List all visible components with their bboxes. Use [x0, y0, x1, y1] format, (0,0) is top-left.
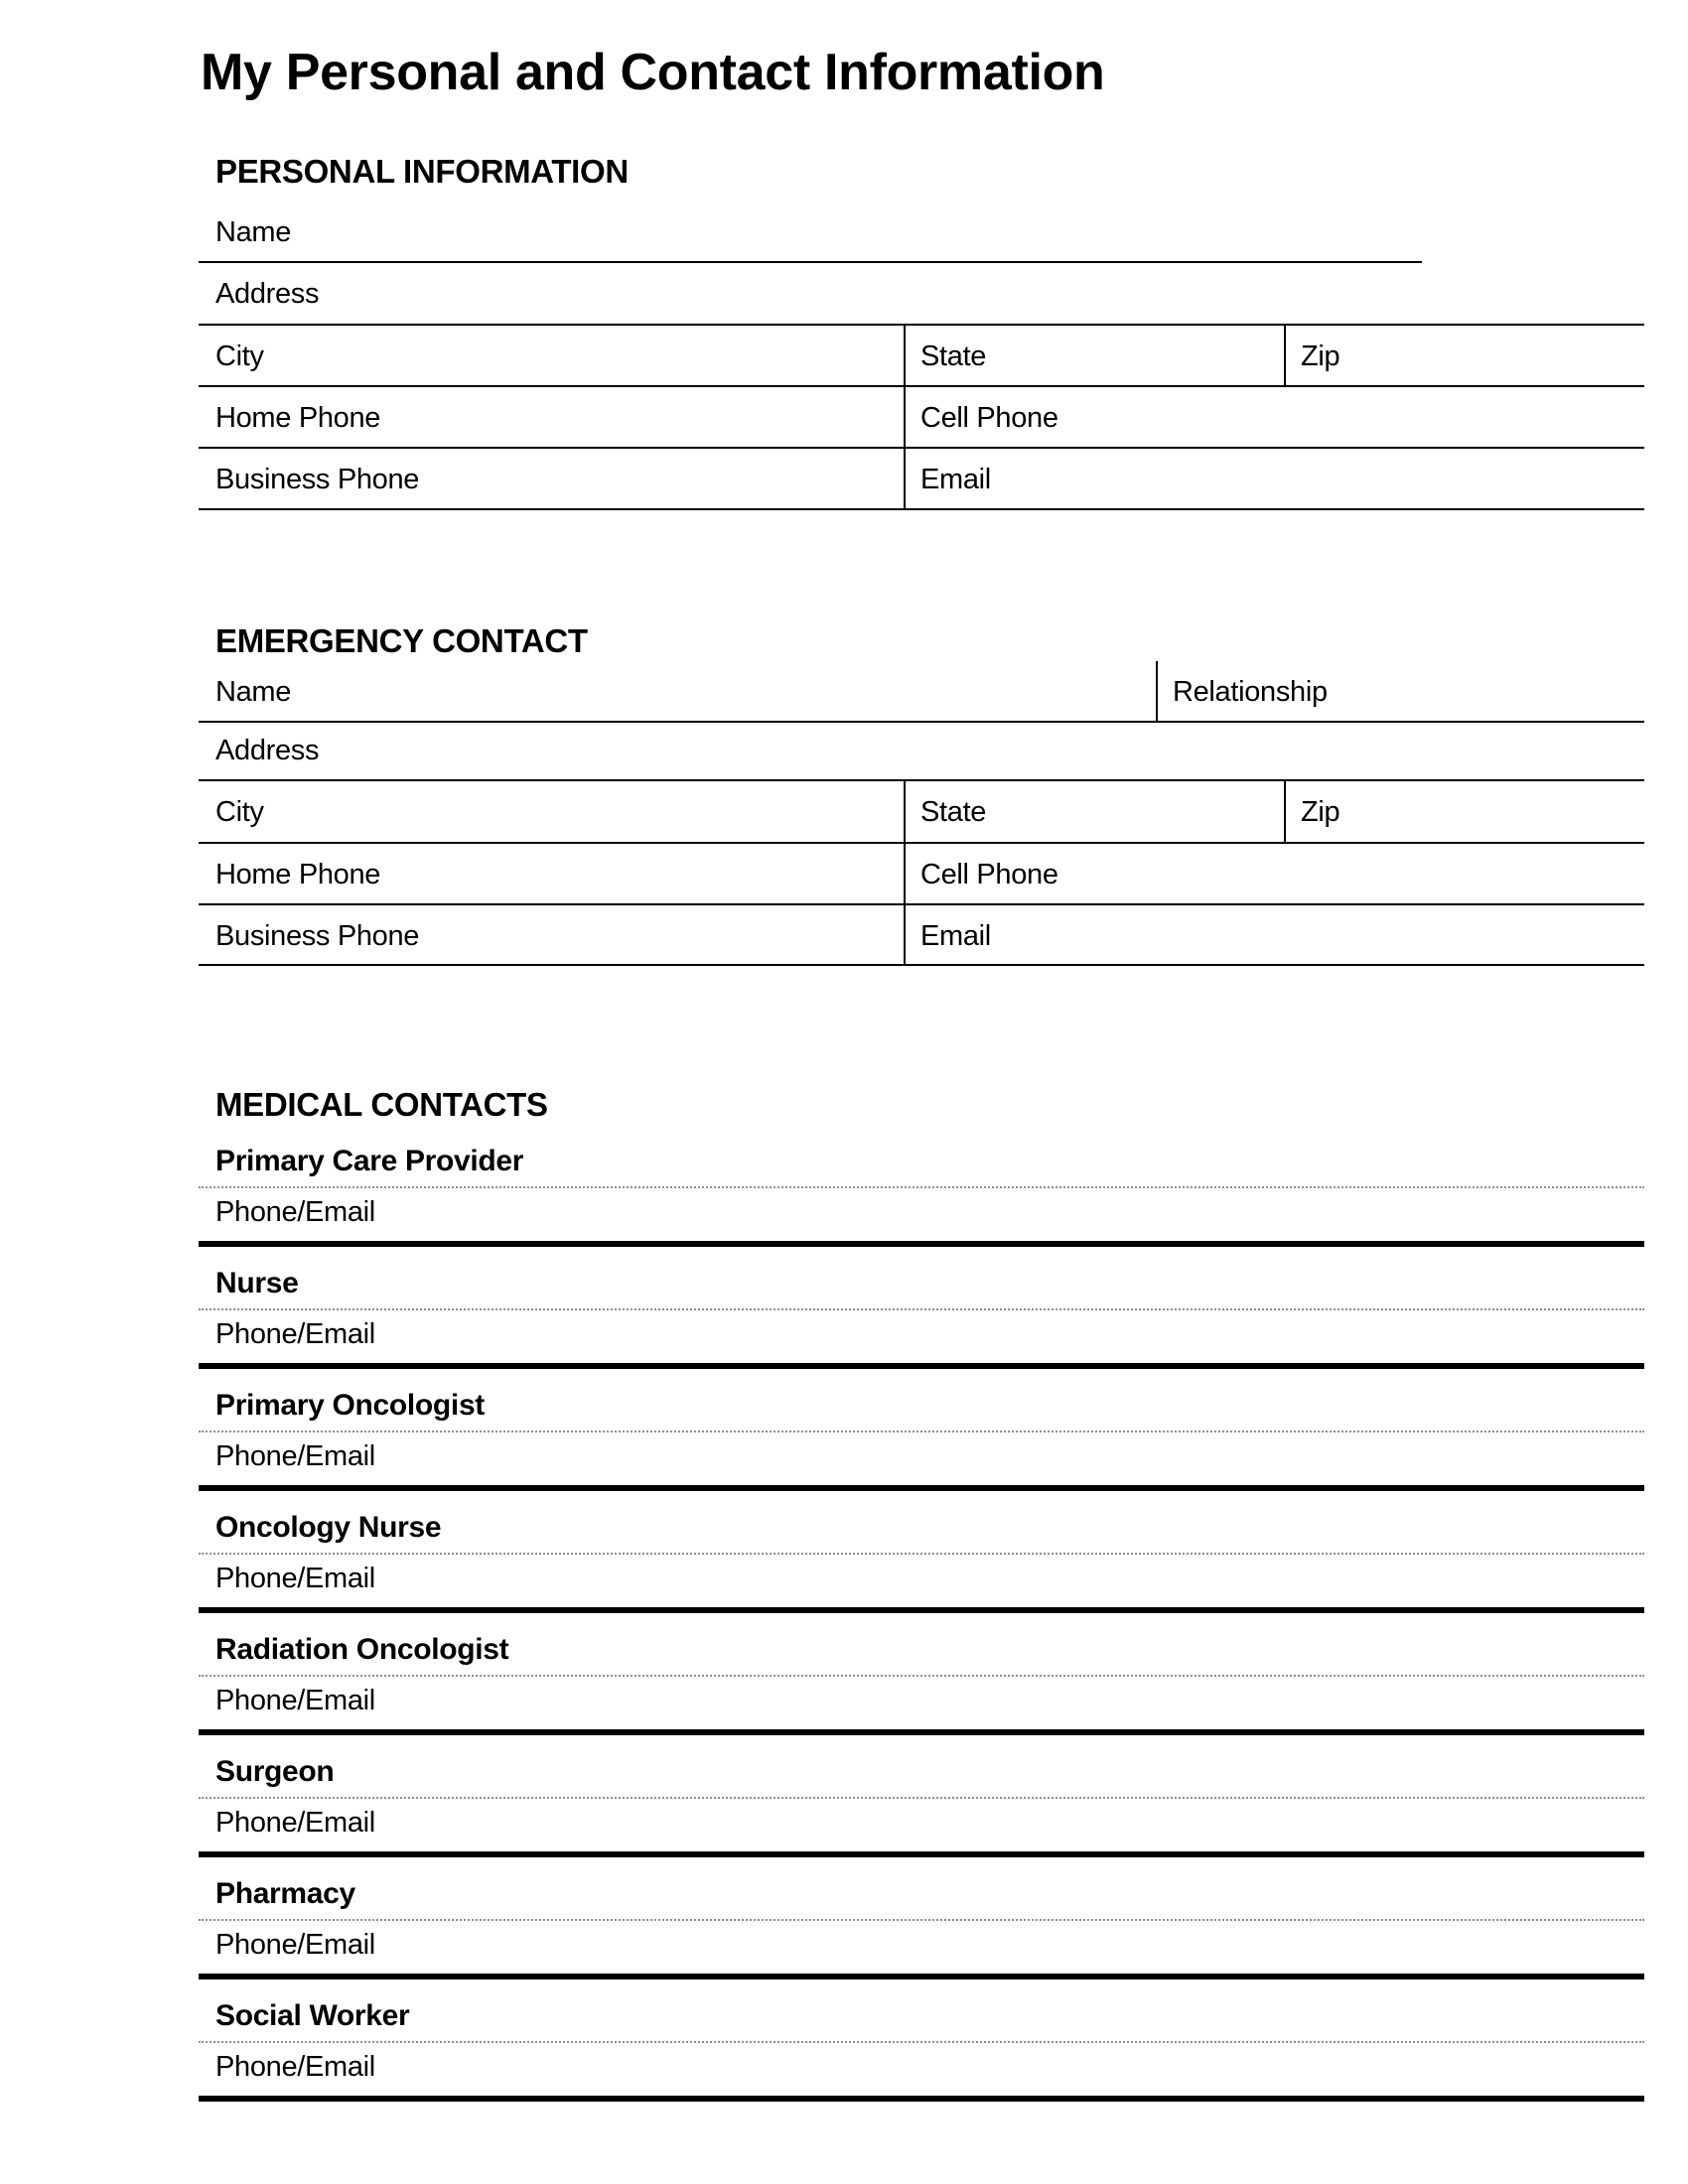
medical-entry-primary-care-provider [199, 1125, 1644, 1247]
phone-email-label: Phone/Email [215, 1929, 375, 1961]
personal-cell-phone-field[interactable] [906, 387, 1644, 447]
medical-social-worker-name-field[interactable] [199, 1979, 1644, 2043]
phone-email-label: Phone/Email [215, 1807, 375, 1839]
personal-city-field[interactable] [199, 326, 906, 385]
emergency-email-label: Email [920, 920, 991, 952]
personal-email-label: Email [920, 464, 991, 495]
personal-name-field[interactable] [199, 202, 1422, 263]
medical-entry-radiation-oncologist [199, 1613, 1644, 1735]
medical-surgeon-name-field[interactable] [199, 1735, 1644, 1799]
medical-radiation-oncologist-label: Radiation Oncologist [215, 1633, 509, 1666]
medical-surgeon-phone-field[interactable] [199, 1799, 1644, 1857]
personal-state-label: State [920, 341, 987, 372]
emergency-state-label: State [920, 796, 987, 828]
emergency-relationship-label: Relationship [1173, 676, 1328, 708]
personal-city-state-zip-row [199, 326, 1644, 387]
emergency-address-field[interactable] [199, 723, 1644, 781]
medical-radiation-oncologist-name-field[interactable] [199, 1613, 1644, 1677]
emergency-email-field[interactable] [906, 905, 1644, 964]
phone-email-label: Phone/Email [215, 2051, 375, 2083]
medical-primary-oncologist-phone-field[interactable] [199, 1433, 1644, 1491]
personal-section-heading: PERSONAL INFORMATION [215, 153, 629, 190]
medical-entry-nurse [199, 1247, 1644, 1369]
medical-primary-oncologist-name-field[interactable] [199, 1369, 1644, 1433]
personal-business-phone-field[interactable] [199, 449, 906, 508]
medical-nurse-label: Nurse [215, 1267, 299, 1299]
medical-section-heading: MEDICAL CONTACTS [215, 1086, 548, 1123]
personal-phones-row [199, 387, 1644, 449]
emergency-city-state-zip-row [199, 781, 1644, 844]
emergency-business-phone-field[interactable] [199, 905, 906, 964]
phone-email-label: Phone/Email [215, 1318, 375, 1350]
medical-oncology-nurse-label: Oncology Nurse [215, 1511, 442, 1544]
emergency-home-phone-field[interactable] [199, 844, 906, 903]
medical-entry-surgeon [199, 1735, 1644, 1857]
emergency-name-field[interactable] [199, 661, 1158, 721]
medical-pharmacy-label: Pharmacy [215, 1877, 355, 1910]
phone-email-label: Phone/Email [215, 1196, 375, 1228]
medical-pharmacy-phone-field[interactable] [199, 1921, 1644, 1979]
personal-name-label: Name [215, 216, 292, 248]
medical-primary-oncologist-label: Primary Oncologist [215, 1389, 485, 1422]
personal-address-field[interactable] [199, 263, 1644, 326]
emergency-relationship-field[interactable] [1158, 661, 1644, 721]
medical-nurse-phone-field[interactable] [199, 1310, 1644, 1369]
medical-nurse-name-field[interactable] [199, 1247, 1644, 1310]
phone-email-label: Phone/Email [215, 1440, 375, 1472]
emergency-phones-row [199, 844, 1644, 905]
personal-zip-label: Zip [1301, 341, 1340, 372]
medical-entry-oncology-nurse [199, 1491, 1644, 1613]
medical-entry-pharmacy [199, 1857, 1644, 1979]
medical-oncology-nurse-phone-field[interactable] [199, 1555, 1644, 1613]
personal-email-field[interactable] [906, 449, 1644, 508]
emergency-city-field[interactable] [199, 781, 906, 842]
medical-surgeon-label: Surgeon [215, 1755, 335, 1788]
personal-address-label: Address [215, 278, 320, 310]
phone-email-label: Phone/Email [215, 1685, 375, 1716]
personal-home-phone-field[interactable] [199, 387, 906, 447]
emergency-home-phone-label: Home Phone [215, 859, 381, 890]
medical-entry-social-worker [199, 1979, 1644, 2102]
emergency-name-relationship-row [199, 661, 1644, 723]
medical-oncology-nurse-name-field[interactable] [199, 1491, 1644, 1555]
section-personal-information [199, 152, 1644, 510]
medical-primary-care-provider-name-field[interactable] [199, 1125, 1644, 1188]
medical-primary-care-provider-label: Primary Care Provider [215, 1145, 524, 1177]
emergency-zip-field[interactable] [1286, 781, 1644, 842]
emergency-name-label: Name [215, 676, 292, 708]
personal-city-label: City [215, 341, 264, 372]
personal-business-phone-label: Business Phone [215, 464, 420, 495]
emergency-state-field[interactable] [906, 781, 1286, 842]
personal-cell-phone-label: Cell Phone [920, 402, 1058, 434]
personal-state-field[interactable] [906, 326, 1286, 385]
medical-entry-primary-oncologist [199, 1369, 1644, 1491]
page-title: My Personal and Contact Information [201, 44, 1105, 101]
emergency-cell-phone-field[interactable] [906, 844, 1644, 903]
emergency-business-email-row [199, 905, 1644, 966]
phone-email-label: Phone/Email [215, 1563, 375, 1594]
medical-pharmacy-name-field[interactable] [199, 1857, 1644, 1921]
emergency-zip-label: Zip [1301, 796, 1340, 828]
personal-business-email-row [199, 449, 1644, 510]
medical-social-worker-label: Social Worker [215, 1999, 410, 2032]
personal-zip-field[interactable] [1286, 326, 1644, 385]
section-emergency-contact [199, 621, 1644, 966]
personal-home-phone-label: Home Phone [215, 402, 381, 434]
emergency-business-phone-label: Business Phone [215, 920, 420, 952]
medical-radiation-oncologist-phone-field[interactable] [199, 1677, 1644, 1735]
emergency-address-label: Address [215, 735, 320, 766]
section-medical-contacts [199, 1085, 1644, 2102]
emergency-cell-phone-label: Cell Phone [920, 859, 1058, 890]
medical-social-worker-phone-field[interactable] [199, 2043, 1644, 2102]
emergency-section-heading: EMERGENCY CONTACT [215, 622, 588, 659]
emergency-city-label: City [215, 796, 264, 828]
medical-primary-care-provider-phone-field[interactable] [199, 1188, 1644, 1247]
